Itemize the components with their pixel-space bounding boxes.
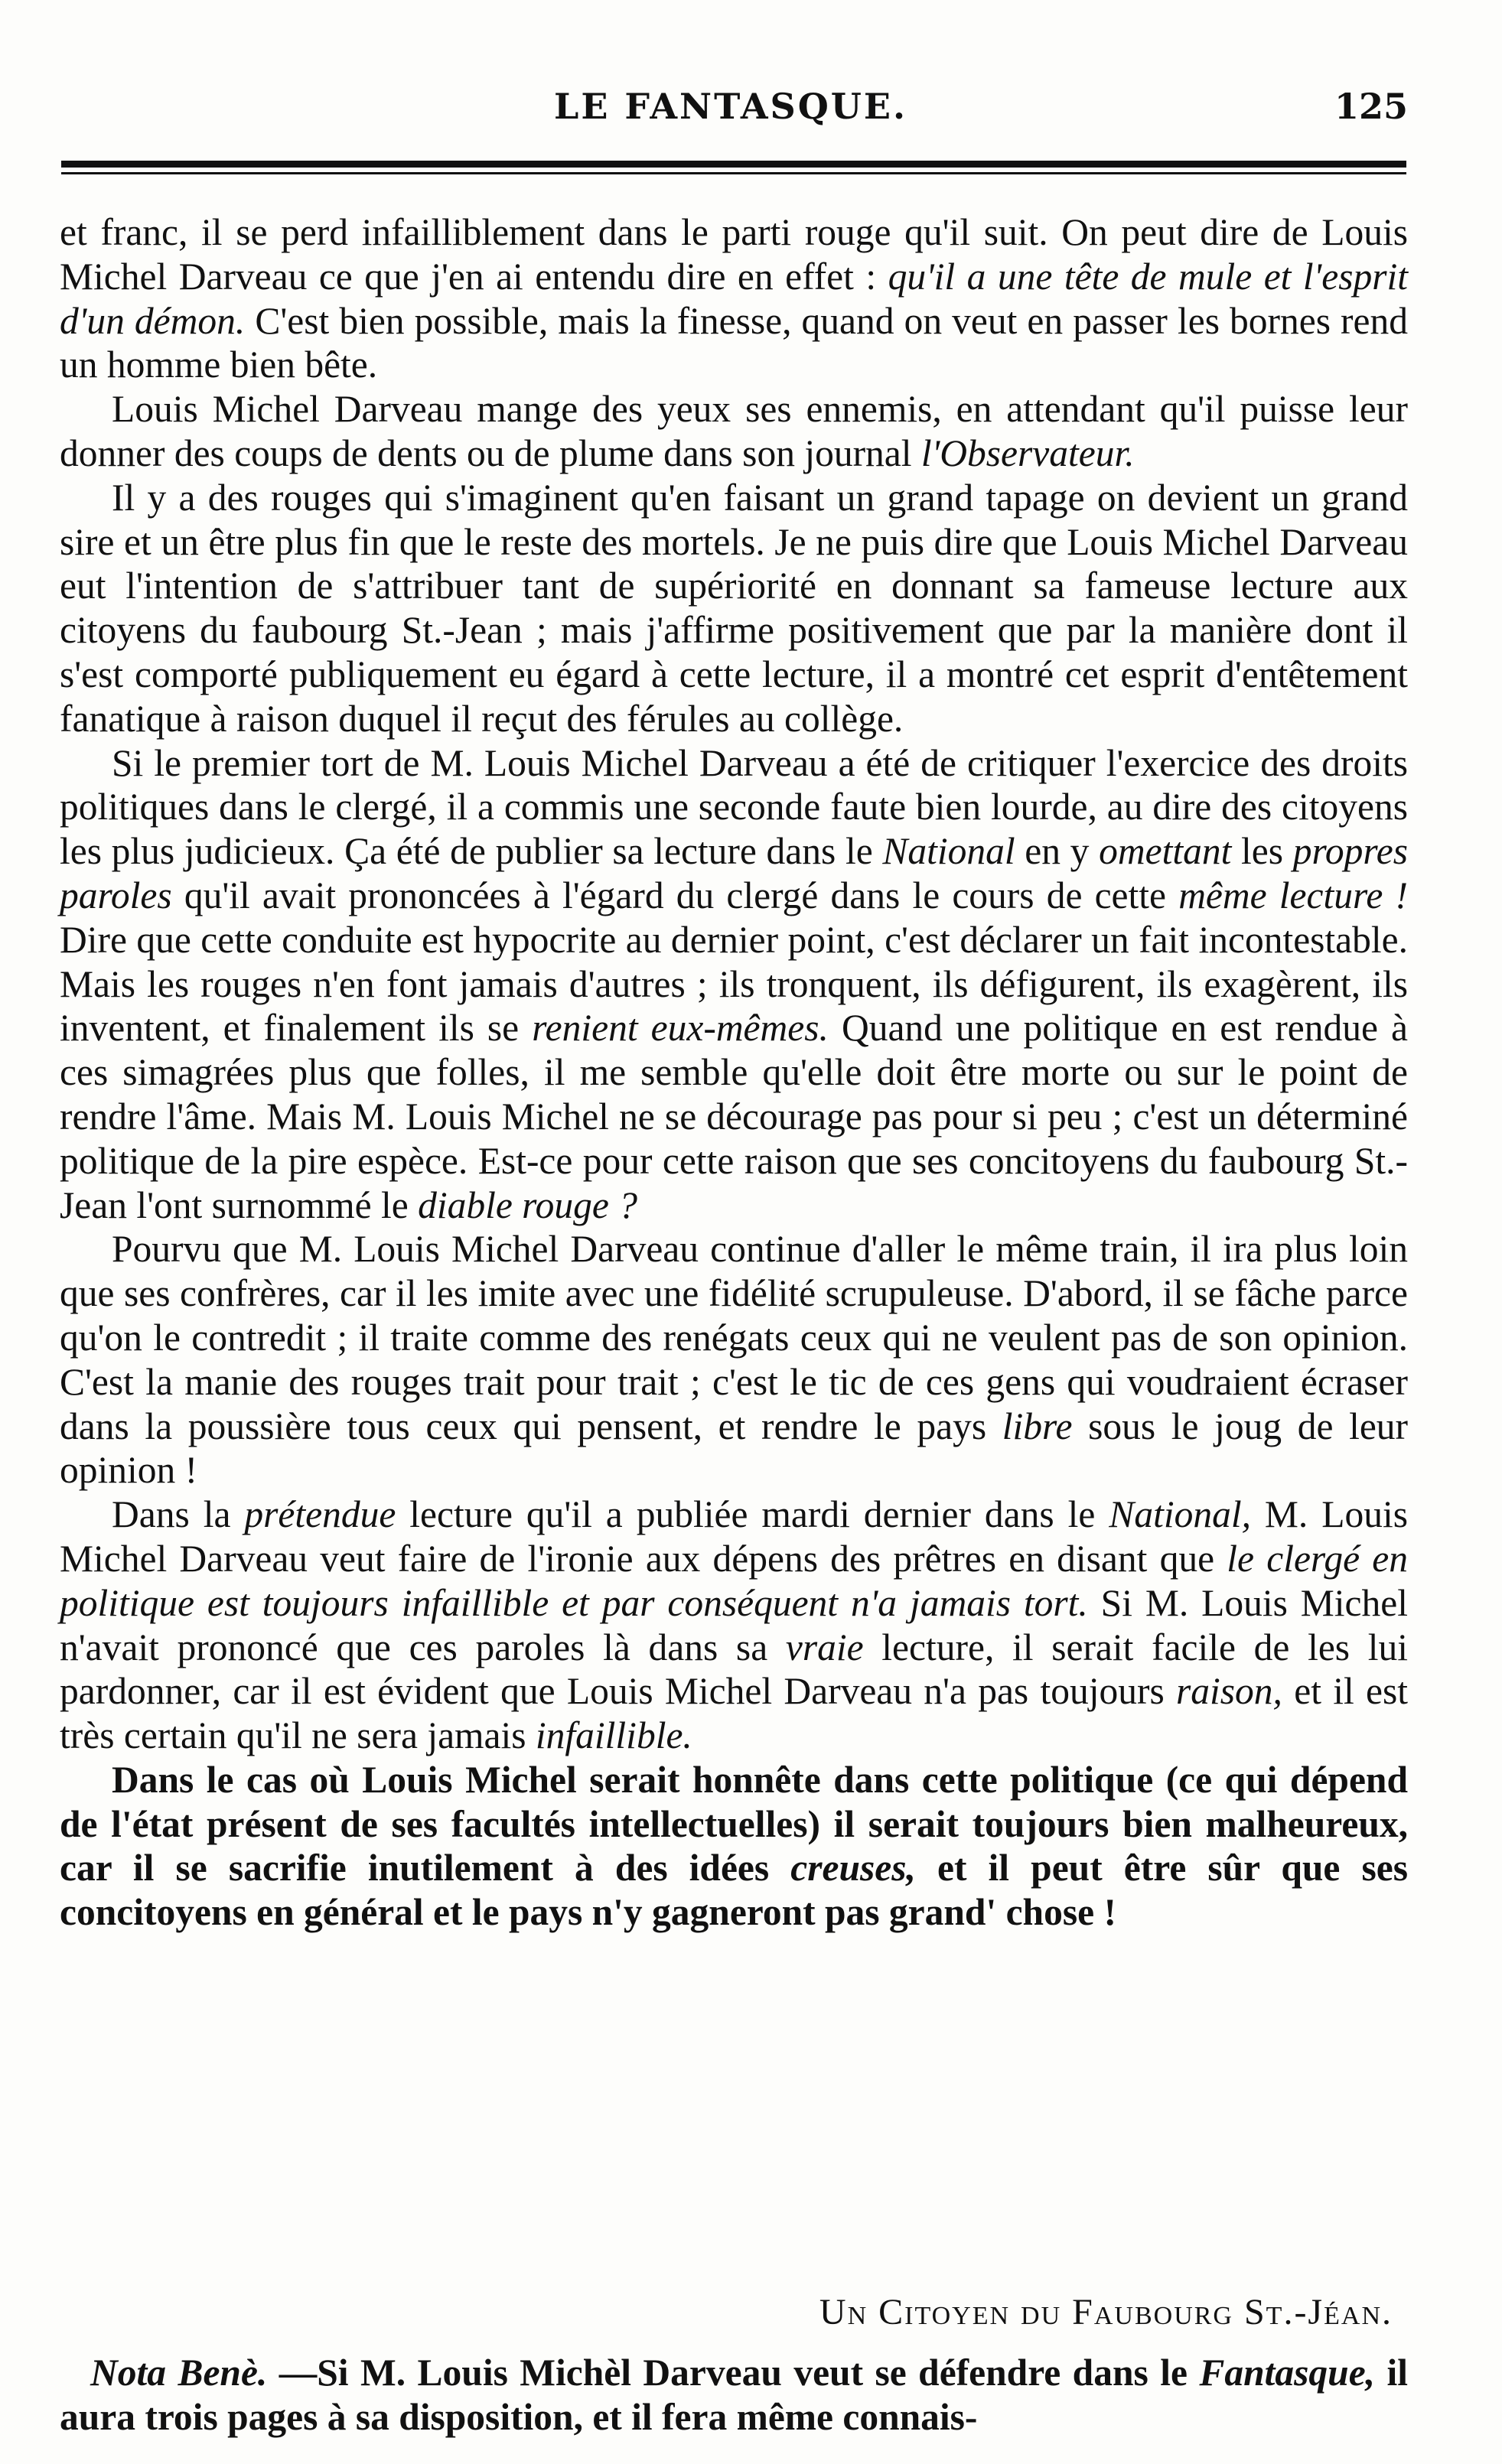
italic-run: l'Observateur. (920, 431, 1135, 474)
italic-run: vraie (785, 1626, 864, 1668)
text-run: Louis Michel Darveau mange des yeux ses ennemis, en attendant qu'il puisse leur donner des coups de dents ou de plume dans son journal (60, 388, 1408, 474)
nota-bene-paragraph (60, 2351, 1408, 2440)
paragraph-5 (60, 1227, 1408, 1492)
paragraph-7 (60, 1758, 1408, 1935)
italic-run: prétendue (244, 1493, 396, 1536)
paragraph-1 (60, 210, 1408, 387)
italic-run: le clergé en politique est toujours infaillible et par conséquent n'a jamais tort. (60, 1537, 1408, 1624)
italic-run: infaillible. (535, 1714, 692, 1757)
text-run: Quand une politique en est rendue à ces simagrées plus que folles, il me semble qu'elle doit être morte ou sur le point de rendre l'âme. Mais M. Louis Michel ne se décourage pas pour si peu ; c'est un déterminé politique de la pire espèce. Est-ce pour cette raison que ses concitoyens du faubourg St.-Jean l'ont surnommé le (60, 1007, 1409, 1226)
text-run: Si le premier tort de M. Louis Michel Darveau a été de critiquer l'exercice des droits politiques dans le clergé, il a commis une seconde faute bien lourde, au dire des citoyens les plus judicieux. Ça été de publier sa lecture dans le (60, 741, 1408, 873)
paragraph-2 (60, 387, 1408, 476)
nota-bene (60, 2351, 1408, 2440)
header-rule-thick (61, 161, 1406, 168)
text-run: —Si M. Louis Michèl Darveau veut se défendre dans le (279, 2352, 1188, 2394)
italic-run: creuses, (790, 1847, 916, 1890)
text-run: et il peut être sûr que ses concitoyens en général et le pays n'y gagneront pas grand' chose ! (60, 1847, 1408, 1934)
paragraph-4 (60, 741, 1408, 1228)
page-number: 125 (1334, 86, 1408, 127)
italic-run: même lecture ! (1178, 874, 1409, 916)
text-run: Il y a des rouges qui s'imaginent qu'en faisant un grand tapage on devient un grand sire et un être plus fin que le reste des mortels. Je ne puis dire que Louis Michel Darveau eut l'intention de s'attribuer tant de supériorité en donnant sa fameuse lecture aux citoyens du faubourg St.-Jean ; mais j'affirme positivement que par la manière dont il s'est comporté publiquement eu égard à cette lecture, il a montré cet esprit d'entêtement fanatique à raison duquel il reçut des férules au collège. (60, 476, 1408, 740)
paragraph-3 (60, 476, 1408, 741)
text-run: les (1241, 830, 1284, 873)
signature: Un Citoyen du Faubourg St.-Jéan. (819, 2292, 1393, 2332)
article-body (60, 210, 1408, 1935)
text-run: lecture qu'il a publiée mardi dernier dans le (409, 1493, 1096, 1536)
header-rule-thin (61, 172, 1406, 174)
paragraph-6 (60, 1492, 1408, 1758)
text-run: Dans la (112, 1493, 231, 1536)
text-run: en y (1025, 830, 1090, 873)
text-run: Dire que cette conduite est hypocrite au dernier point, c'est déclarer un fait incontestable. Mais les rouges n'en font jamais d'autres ; ils tronquent, ils défigurent, ils exagèrent, ils inventent, et finalement ils se (60, 918, 1408, 1050)
text-run: Si M. Louis Michel n'avait prononcé que ces paroles là dans sa (60, 1581, 1409, 1668)
text-run: C'est bien possible, mais la finesse, quand on veut en passer les bornes rend un homme bien bête. (60, 299, 1409, 386)
italic-run: omettant (1099, 830, 1232, 873)
text-run: qu'il avait prononcées à l'égard du clergé dans le cours de cette (184, 874, 1167, 916)
italic-run: raison, (1176, 1670, 1282, 1713)
running-title: LE FANTASQUE. (553, 86, 907, 127)
text-run: et franc, il se perd infailliblement dans le parti rouge qu'il suit. On peut dire de Louis Michel Darveau ce que j'en ai entendu dire en effet : (60, 211, 1408, 298)
italic-run: National (882, 830, 1015, 873)
italic-run: libre (1002, 1405, 1073, 1447)
italic-run: National, (1109, 1493, 1251, 1536)
italic-run: renient eux-mêmes. (532, 1007, 829, 1050)
text-run: lecture, il serait facile de les lui pardonner, car il est évident que Louis Michel Darveau n'a pas toujours (60, 1626, 1409, 1713)
italic-run: Fantasque, (1199, 2352, 1376, 2394)
text-run: et il est très certain qu'il ne sera jamais (60, 1670, 1409, 1757)
italic-run: propres paroles (60, 830, 1409, 916)
text-run: Dans le cas où Louis Michel serait honnête dans cette politique (ce qui dépend de l'état présent de ses facultés intellectuelles) il serait toujours bien malheureux, car il se sacrifie inutilement à des idées (60, 1758, 1408, 1890)
text-run: il aura trois pages à sa disposition, et il fera même connais- (60, 2352, 1409, 2438)
text-run: Pourvu que M. Louis Michel Darveau continue d'aller le même train, il ira plus loin que ses confrères, car il les imite avec une fidélité scrupuleuse. D'abord, il se fâche parce qu'on le contredit ; il traite comme des renégats ceux qui ne veulent pas de son opinion. C'est la manie des rouges trait pour trait ; c'est le tic de ces gens qui voudraient écraser dans la poussière tous ceux qui pensent, et rendre le pays (60, 1228, 1408, 1447)
italic-run: qu'il a une tête de mule et l'esprit d'un démon. (60, 255, 1408, 342)
text-run: sous le joug de leur opinion ! (60, 1405, 1409, 1492)
page-header (61, 86, 1408, 139)
nota-bene-label: Nota Benè. (90, 2352, 268, 2394)
text-run: M. Louis Michel Darveau veut faire de l'ironie aux dépens des prêtres en disant que (60, 1493, 1409, 1580)
italic-run: diable rouge ? (418, 1183, 637, 1226)
